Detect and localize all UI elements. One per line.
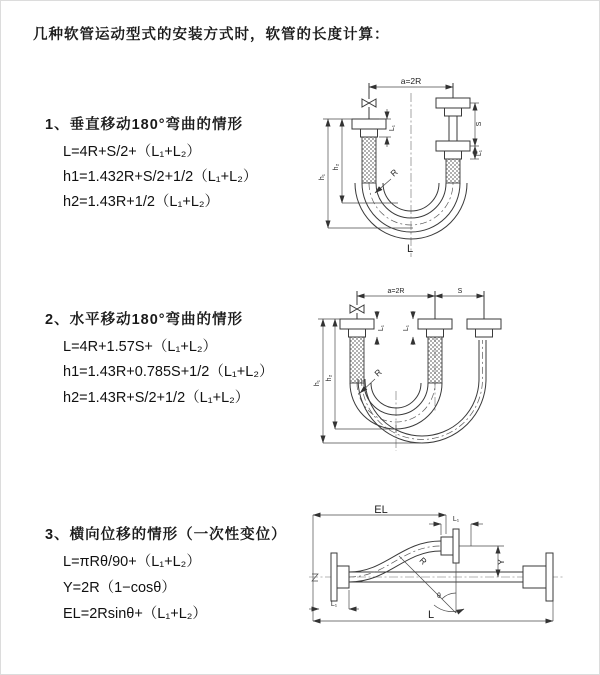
braided-hose-section xyxy=(428,337,442,383)
section-3-formula-Y: Y=2R（1−cosθ） xyxy=(63,580,176,596)
section-3-formula-L: L=πRθ/90+（L₁+L₂） xyxy=(63,554,201,570)
dim-label-Y: Y xyxy=(496,559,506,565)
page-title: 几种软管运动型式的安装方式时，软管的长度计算： xyxy=(33,27,390,43)
dimension-S-right xyxy=(470,103,483,146)
dim-label-R: R xyxy=(388,167,400,179)
diagram-vertical-180-bend xyxy=(301,71,581,266)
right-flange-fitting-upper xyxy=(436,83,470,141)
dimension-a2R xyxy=(357,288,435,296)
section-2-formula-h1: h1=1.43R+0.785S+1/2（L₁+L₂） xyxy=(63,364,274,380)
dim-label-S: S xyxy=(476,121,483,127)
right-flange-fitting-lower xyxy=(436,141,470,183)
radius-and-angle xyxy=(399,555,464,613)
dim-label-L1-top: L₁ xyxy=(452,516,460,523)
hose-u-bend-displaced xyxy=(358,340,486,443)
braided-hose-section xyxy=(446,159,460,183)
section-3-heading: 3、横向位移的情形（一次性变位） xyxy=(45,527,287,543)
dim-label-EL: EL xyxy=(374,504,388,516)
dim-label-theta: θ xyxy=(437,593,441,600)
dim-label-R: R xyxy=(372,367,384,379)
right-flange-fitting-displaced xyxy=(467,291,501,337)
section-1-heading: 1、垂直移动180°弯曲的情形 xyxy=(45,117,244,133)
dim-label-a2R: a=2R xyxy=(387,288,405,295)
dim-label-L1: L₁ xyxy=(378,324,385,332)
dim-label-h1: h₁ xyxy=(319,173,326,181)
section-1-formula-h2: h2=1.43R+1/2（L₁+L₂） xyxy=(63,194,220,210)
dim-label-L1-right: L₁ xyxy=(476,149,483,157)
hose-displaced-position xyxy=(349,541,441,582)
right-flange-fitting-upper xyxy=(441,529,459,563)
section-2-formula-L: L=4R+1.57S+（L₁+L₂） xyxy=(63,339,218,355)
left-flange-fitting xyxy=(340,319,374,383)
section-1-formula-L: L=4R+S/2+（L₁+L₂） xyxy=(63,144,201,160)
dim-label-L1: L₁ xyxy=(389,124,396,132)
section-2-formula-h2: h2=1.43R+S/2+1/2（L₁+L₂） xyxy=(63,390,250,406)
dim-label-L: L xyxy=(427,609,435,621)
valve-icon xyxy=(362,83,376,119)
braided-hose-section xyxy=(350,337,364,383)
braided-hose-section xyxy=(362,137,376,183)
left-flange-fitting xyxy=(352,119,386,183)
section-2-heading: 2、水平移动180°弯曲的情形 xyxy=(45,312,244,328)
valve-icon xyxy=(350,291,364,319)
dim-label-L1-mid: L₁ xyxy=(403,324,410,332)
dimension-L1-right xyxy=(470,146,483,159)
dim-label-R: R xyxy=(417,555,429,567)
dim-label-S: S xyxy=(457,288,463,295)
section-1-formula-h1: h1=1.432R+S/2+1/2（L₁+L₂） xyxy=(63,169,258,185)
left-flange-fitting xyxy=(331,553,349,601)
diagram-horizontal-180-bend xyxy=(301,283,600,458)
dimension-S xyxy=(435,288,484,296)
dim-label-h2: h₂ xyxy=(333,163,340,171)
dim-label-L1-bottom: L₁ xyxy=(330,601,338,608)
dim-label-L: L xyxy=(406,243,414,255)
dim-label-h1: h₁ xyxy=(314,379,321,387)
dimension-L1-mid xyxy=(403,311,413,345)
dimension-a2R xyxy=(369,76,453,87)
dimension-L1-left xyxy=(377,311,385,345)
dim-label-h2: h₂ xyxy=(326,374,333,382)
middle-flange-fitting xyxy=(418,291,452,383)
right-flange-fitting-lower xyxy=(523,553,553,601)
section-3-formula-EL: EL=2Rsinθ+（L₁+L₂） xyxy=(63,606,207,622)
radius-callout xyxy=(375,167,400,193)
diagram-lateral-displacement xyxy=(301,506,600,666)
dim-label-a2R: a=2R xyxy=(400,76,422,86)
